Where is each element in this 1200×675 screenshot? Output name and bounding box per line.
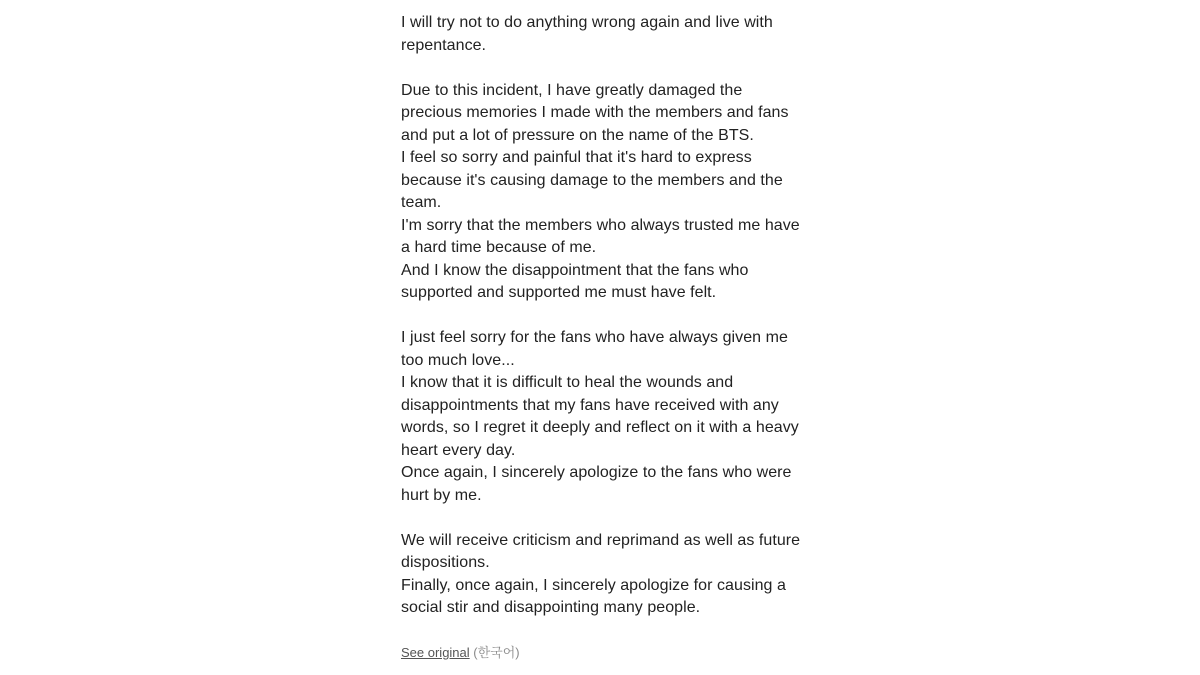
post-text-line: repentance. (401, 36, 487, 54)
paragraph-gap (401, 305, 821, 328)
post-text-line: I just feel sorry for the fans who have always given me (401, 329, 788, 346)
post-paragraph (401, 12, 821, 57)
post-text-line: and put a lot of pressure on the name of the BTS. (401, 126, 754, 144)
post-paragraph (401, 530, 821, 620)
post-text-line: a hard time because of me. (401, 239, 597, 256)
post-text-line: too much love... (401, 351, 515, 369)
post-text-line: We will receive criticism and reprimand as well as future (401, 531, 801, 549)
post-text-line: dispositions. (401, 554, 490, 571)
post-text-line: I know that it is difficult to heal the wounds and (401, 374, 734, 391)
post-text-line: disappointments that my fans have received with any (401, 396, 779, 414)
paragraph-gap (401, 507, 821, 530)
original-language-label: (한국어) (473, 645, 520, 660)
see-original-link[interactable]: See original (401, 645, 470, 660)
translation-footer (401, 644, 520, 662)
post-text-line: I'm sorry that the members who always trusted me have (401, 216, 800, 234)
post-text-line: heart every day. (401, 441, 516, 459)
post-text-line: precious memories I made with the members and fans (401, 104, 789, 121)
post-text-line: because it's causing damage to the members and the (401, 171, 783, 189)
post-text-line: words, so I regret it deeply and reflect on it with a heavy (401, 419, 799, 436)
post-text-line: Once again, I sincerely apologize to the fans who were (401, 464, 792, 481)
post-text-line: I feel so sorry and painful that it's hard to express (401, 149, 752, 166)
post-paragraph (401, 327, 821, 507)
post-text-line: social stir and disappointing many people. (401, 599, 701, 616)
post-text-line: supported and supported me must have felt. (401, 284, 717, 301)
post-text-line: And I know the disappointment that the fans who (401, 261, 749, 279)
post-text-line: I will try not to do anything wrong again and live with (401, 14, 773, 31)
paragraph-gap (401, 57, 821, 80)
translated-post-body (401, 12, 821, 620)
post-text-line: team. (401, 194, 442, 211)
post-text-line: Due to this incident, I have greatly damaged the (401, 81, 743, 99)
post-text-line: hurt by me. (401, 486, 482, 504)
post-paragraph (401, 80, 821, 305)
post-text-line: Finally, once again, I sincerely apologize for causing a (401, 576, 786, 594)
